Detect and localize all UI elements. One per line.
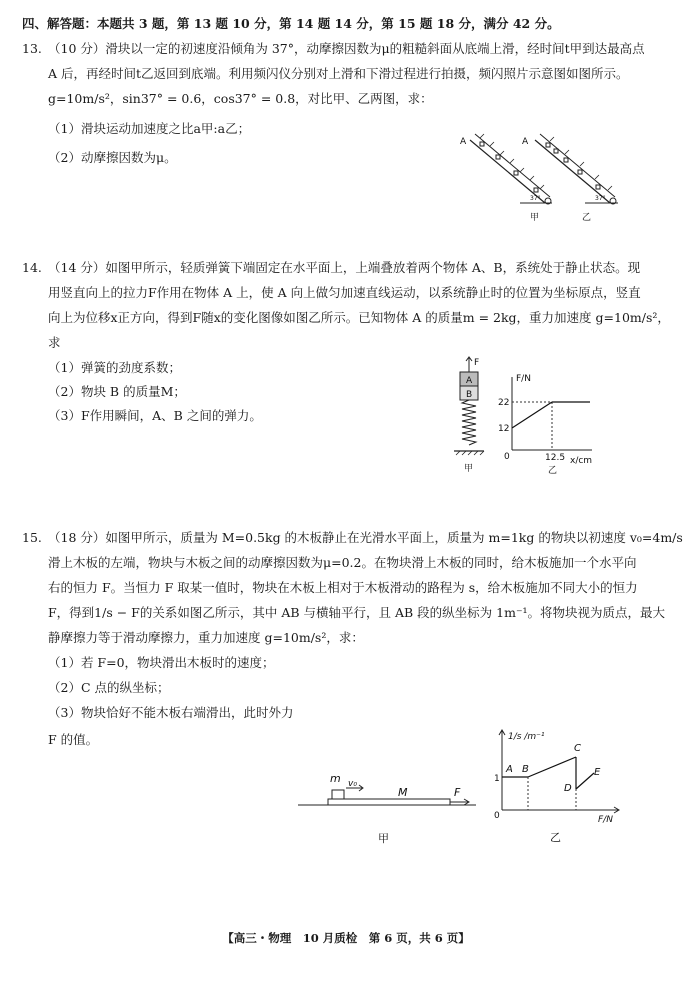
q13-figure bbox=[450, 128, 630, 228]
q14-line: （14 分）如图甲所示，轻质弹簧下端固定在水平面上，上端叠放着两个物体 A、B，系统处于静止状态。现 bbox=[48, 260, 641, 275]
q13-label-a-yi: A bbox=[522, 137, 529, 147]
q14-caption-yi: 乙 bbox=[548, 466, 558, 476]
page-footer: 【高三・物理 10 月质检 第 6 页，共 6 页】 bbox=[222, 931, 470, 945]
q13-line: A 后，再经时间t乙返回到底端。利用频闪仪分别对上滑和下滑过程进行拍摄，频闪照片示意图如图所示。 bbox=[48, 66, 629, 81]
q14-ylabel: F/N bbox=[516, 374, 531, 384]
q15-block-m bbox=[332, 790, 344, 799]
q15-segment-de bbox=[576, 773, 594, 789]
q14-ytick-12: 12 bbox=[498, 424, 510, 434]
q14-block-a: A bbox=[466, 376, 473, 386]
q15-ylabel: 1/s /m⁻¹ bbox=[508, 732, 545, 742]
q15-segment-bc bbox=[528, 757, 576, 777]
q15-caption-yi: 乙 bbox=[550, 831, 561, 844]
q15-part-3: （3）物块恰好不能木板右端滑出，此时外力 bbox=[48, 705, 294, 720]
q15-origin: 0 bbox=[494, 811, 500, 821]
q14-xtick-12-5: 12.5 bbox=[545, 453, 566, 463]
q15-figure-yi bbox=[488, 725, 628, 850]
q13-label-a-jia: A bbox=[460, 137, 467, 147]
q15-line: F，得到1/s − F的关系如图乙所示，其中 AB 与横轴平行，且 AB 段的纵坐标为 1m⁻¹。将物块视为质点，最大 bbox=[48, 605, 666, 620]
q14-figure bbox=[450, 355, 610, 480]
q15-M-label: M bbox=[398, 786, 408, 799]
q15-point-a: A bbox=[506, 764, 513, 775]
q15-m-label: m bbox=[330, 772, 341, 785]
q13-angle-jia: 37° bbox=[530, 195, 541, 202]
q15-F-label: F bbox=[454, 786, 461, 799]
q15-v0-label: v₀ bbox=[348, 779, 357, 789]
q14-caption-jia: 甲 bbox=[464, 464, 474, 474]
q15-part-2: （2）C 点的纵坐标； bbox=[48, 680, 170, 695]
q15-part-3-cont: F 的值。 bbox=[48, 732, 99, 747]
q14-xtick-0: 0 bbox=[504, 452, 510, 462]
q15-line: 滑上木板的左端，物块与木板之间的动摩擦因数为μ=0.2。在物块滑上木板的同时，给木板施加一个水平向 bbox=[48, 555, 637, 570]
q15-line: 右的恒力 F。当恒力 F 取某一值时，物块在木板上相对于木板滑动的路程为 s，给木板施加不同大小的恒力 bbox=[48, 580, 638, 595]
q15-line: （18 分）如图甲所示，质量为 M=0.5kg 的木板静止在光滑水平面上，质量为 m=1kg 的物块以初速度 v₀=4m/s bbox=[48, 530, 683, 545]
q13-caption-jia: 甲 bbox=[530, 213, 540, 223]
q13-angle-yi: 37° bbox=[595, 195, 606, 202]
section-header: 四、解答题：本题共 3 题，第 13 题 10 分，第 14 题 14 分，第 15 题 18 分，满分 42 分。 bbox=[22, 16, 560, 31]
q14-line: 求 bbox=[48, 335, 61, 350]
q14-line: 向上为位移x正方向，得到F随x的变化图像如图乙所示。已知物体 A 的质量m = 2kg，重力加速度 g=10m/s²， bbox=[48, 310, 670, 325]
q13-number: 13. bbox=[22, 41, 42, 56]
q15-line: 静摩擦力等于滑动摩擦力，重力加速度 g=10m/s²，求： bbox=[48, 630, 364, 645]
q13-part-2: （2）动摩擦因数为μ。 bbox=[48, 150, 177, 165]
q15-point-b: B bbox=[522, 764, 529, 775]
q15-number: 15. bbox=[22, 530, 42, 545]
q14-part-3: （3）F作用瞬间，A、B 之间的弹力。 bbox=[48, 408, 262, 423]
q13-line: g=10m/s²，sin37° = 0.6，cos37° = 0.8，对比甲、乙两图，求： bbox=[48, 91, 433, 106]
q14-part-2: （2）物块 B 的质量M； bbox=[48, 384, 186, 399]
q14-xlabel: x/cm bbox=[570, 456, 593, 466]
q14-ytick-22: 22 bbox=[498, 398, 510, 408]
q14-graph bbox=[498, 374, 592, 476]
q15-part-1: （1）若 F=0，物块滑出木板时的速度； bbox=[48, 655, 275, 670]
q15-xlabel: F/N bbox=[598, 815, 613, 825]
q14-line-rising bbox=[512, 402, 552, 428]
q13-line: （10 分）滑块以一定的初速度沿倾角为 37°，动摩擦因数为μ的粗糙斜面从底端上滑，经时间t甲到达最高点 bbox=[48, 41, 645, 56]
q15-point-d: D bbox=[564, 783, 572, 794]
q15-point-c: C bbox=[574, 743, 581, 754]
q15-caption-jia: 甲 bbox=[378, 832, 389, 845]
q13-part-1: （1）滑块运动加速度之比a甲:a乙； bbox=[48, 121, 251, 136]
q14-number: 14. bbox=[22, 260, 42, 275]
q15-board-M bbox=[328, 799, 450, 805]
q14-force-label: F bbox=[474, 358, 480, 368]
q13-caption-yi: 乙 bbox=[582, 213, 592, 223]
q15-ytick-1: 1 bbox=[494, 774, 500, 784]
q15-point-e: E bbox=[594, 767, 601, 778]
q14-line: 用竖直向上的拉力F作用在物体 A 上，使 A 向上做匀加速直线运动，以系统静止时的位置为坐标原点，竖直 bbox=[48, 285, 641, 300]
q14-part-1: （1）弹簧的劲度系数； bbox=[48, 360, 181, 375]
q14-block-b: B bbox=[466, 390, 473, 400]
q15-figure-jia bbox=[298, 770, 478, 850]
